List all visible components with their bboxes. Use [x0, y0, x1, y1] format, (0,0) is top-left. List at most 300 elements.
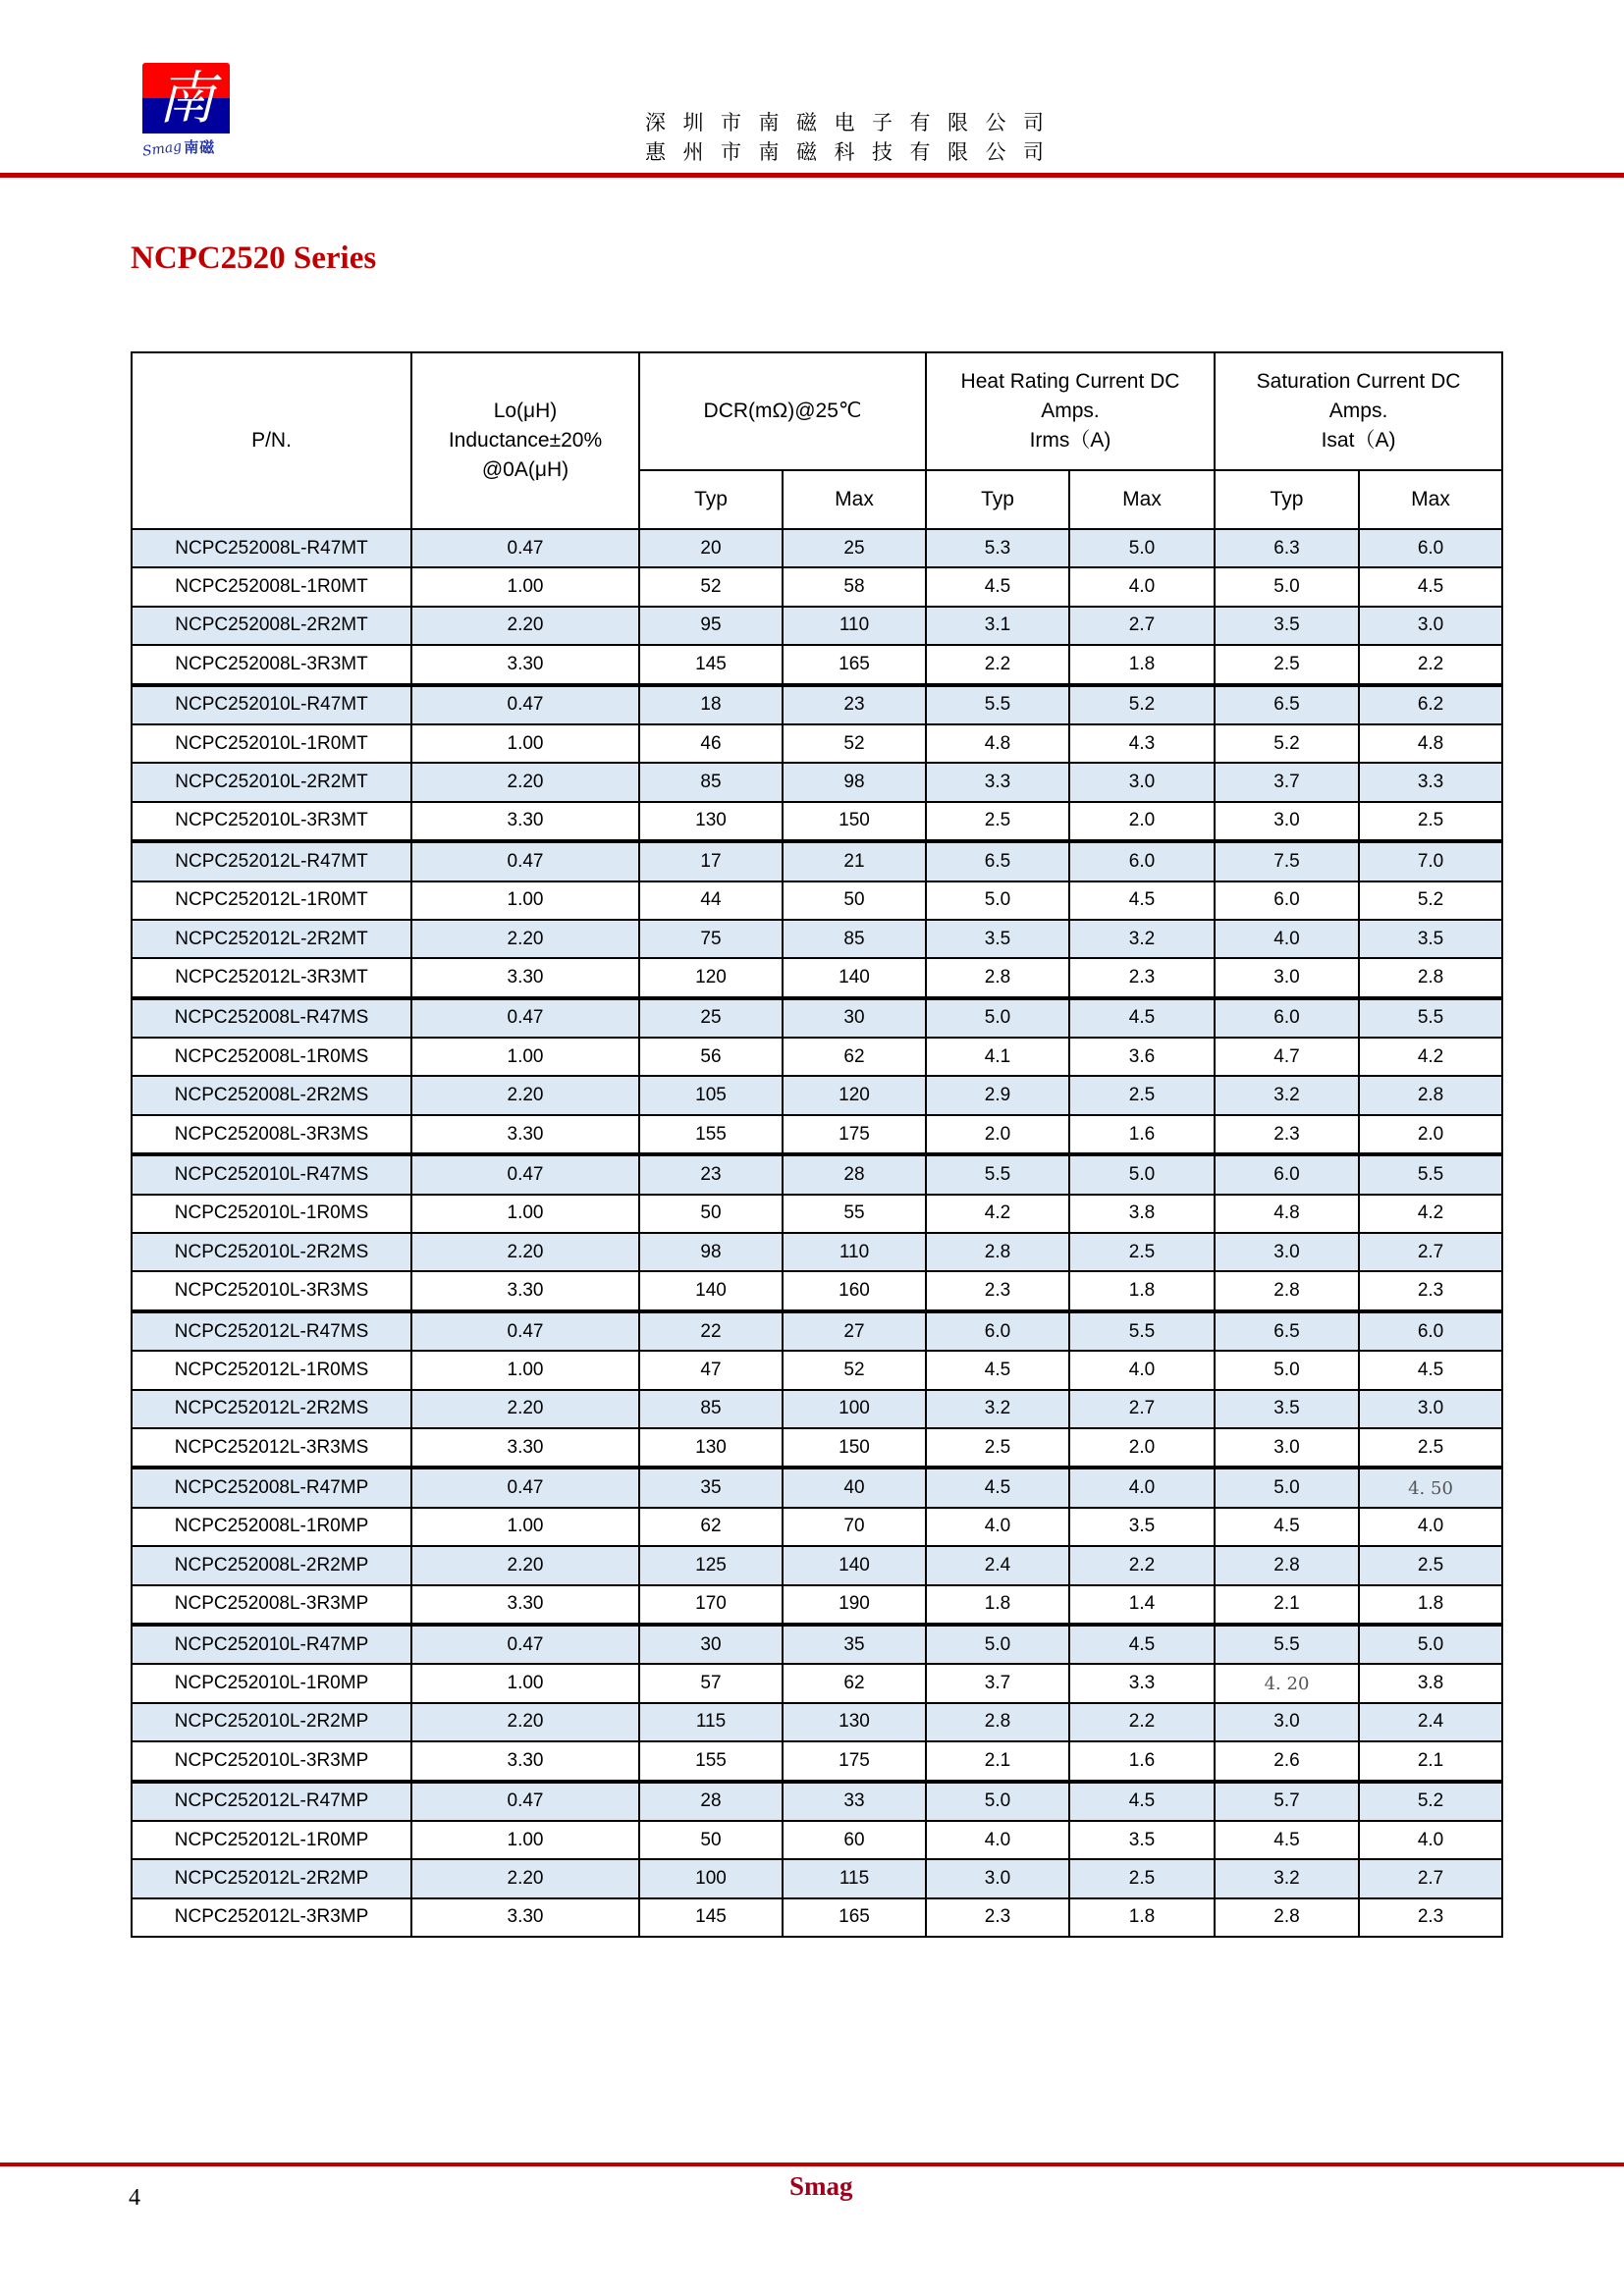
cell-irms-typ: 4.5 [926, 567, 1069, 606]
cell-dcr-typ: 30 [639, 1625, 783, 1664]
cell-dcr-max: 62 [783, 1038, 926, 1076]
footer-rule [0, 2163, 1624, 2166]
logo-mark [142, 63, 230, 133]
cell-isat-typ: 4.0 [1215, 920, 1359, 958]
header-heat-line: Irms（A) [1029, 429, 1111, 452]
cell-irms-max: 2.5 [1069, 1859, 1215, 1897]
cell-part-number: NCPC252012L-2R2MS [132, 1390, 411, 1428]
cell-dcr-max: 115 [783, 1859, 926, 1897]
table-row [132, 998, 1502, 1038]
cell-inductance: 1.00 [411, 1351, 639, 1389]
cell-irms-typ: 6.5 [926, 841, 1069, 881]
cell-irms-max: 2.0 [1069, 1428, 1215, 1468]
cell-part-number: NCPC252010L-3R3MS [132, 1271, 411, 1310]
cell-irms-max: 1.4 [1069, 1585, 1215, 1625]
cell-dcr-max: 110 [783, 1233, 926, 1271]
cell-irms-max: 1.8 [1069, 1271, 1215, 1310]
cell-irms-max: 4.5 [1069, 1625, 1215, 1664]
table-row [132, 645, 1502, 684]
cell-isat-max: 4.5 [1359, 567, 1502, 606]
cell-isat-typ: 3.2 [1215, 1859, 1359, 1897]
cell-inductance: 1.00 [411, 567, 639, 606]
cell-inductance: 2.20 [411, 1390, 639, 1428]
cell-dcr-typ: 95 [639, 607, 783, 645]
cell-irms-max: 2.7 [1069, 607, 1215, 645]
cell-irms-typ: 5.0 [926, 1625, 1069, 1664]
cell-isat-typ: 2.8 [1215, 1898, 1359, 1937]
cell-irms-typ: 3.2 [926, 1390, 1069, 1428]
cell-irms-typ: 3.1 [926, 607, 1069, 645]
cell-isat-max: 6.0 [1359, 1311, 1502, 1351]
header-sat-line: Amps. [1328, 400, 1388, 422]
cell-isat-max: 2.8 [1359, 958, 1502, 997]
cell-isat-max: 2.3 [1359, 1271, 1502, 1310]
cell-dcr-max: 175 [783, 1741, 926, 1781]
cell-isat-typ: 6.0 [1215, 881, 1359, 920]
header-heat-line: Amps. [1041, 400, 1100, 422]
cell-isat-typ: 3.5 [1215, 607, 1359, 645]
cell-dcr-max: 27 [783, 1311, 926, 1351]
cell-isat-max: 6.0 [1359, 529, 1502, 567]
cell-dcr-typ: 20 [639, 529, 783, 567]
header-isat-typ: Typ [1215, 470, 1359, 529]
cell-dcr-max: 55 [783, 1195, 926, 1233]
cell-isat-typ: 3.0 [1215, 958, 1359, 997]
cell-dcr-max: 35 [783, 1625, 926, 1664]
cell-irms-typ: 3.7 [926, 1664, 1069, 1702]
table-row [132, 1154, 1502, 1194]
cell-isat-typ: 5.0 [1215, 1468, 1359, 1507]
cell-inductance: 2.20 [411, 1233, 639, 1271]
cell-part-number: NCPC252008L-2R2MP [132, 1546, 411, 1584]
cell-dcr-typ: 155 [639, 1741, 783, 1781]
cell-dcr-typ: 130 [639, 1428, 783, 1468]
table-row [132, 1546, 1502, 1584]
table-row [132, 567, 1502, 606]
cell-irms-typ: 3.3 [926, 763, 1069, 801]
header-dcr: DCR(mΩ)@25℃ [639, 352, 926, 470]
header-heat-rating [926, 352, 1215, 470]
cell-isat-typ: 2.8 [1215, 1546, 1359, 1584]
cell-dcr-typ: 130 [639, 802, 783, 841]
cell-inductance: 3.30 [411, 958, 639, 997]
cell-isat-typ: 3.0 [1215, 1703, 1359, 1741]
cell-part-number: NCPC252010L-3R3MP [132, 1741, 411, 1781]
cell-isat-typ: 6.5 [1215, 1311, 1359, 1351]
header-dcr-typ: Typ [639, 470, 783, 529]
cell-dcr-typ: 35 [639, 1468, 783, 1507]
cell-dcr-max: 21 [783, 841, 926, 881]
cell-isat-max: 6.2 [1359, 685, 1502, 724]
cell-isat-max: 1.8 [1359, 1585, 1502, 1625]
cell-dcr-typ: 52 [639, 567, 783, 606]
cell-irms-typ: 2.0 [926, 1115, 1069, 1154]
table-row [132, 958, 1502, 997]
cell-dcr-max: 30 [783, 998, 926, 1038]
cell-irms-max: 1.6 [1069, 1741, 1215, 1781]
cell-irms-max: 4.5 [1069, 1782, 1215, 1821]
cell-inductance: 3.30 [411, 802, 639, 841]
cell-irms-max: 5.0 [1069, 529, 1215, 567]
cell-irms-typ: 2.9 [926, 1076, 1069, 1114]
table-row [132, 1741, 1502, 1781]
cell-dcr-typ: 50 [639, 1195, 783, 1233]
cell-inductance: 2.20 [411, 1076, 639, 1114]
cell-irms-max: 4.3 [1069, 724, 1215, 763]
header-heat-line: Heat Rating Current DC [960, 370, 1180, 393]
cell-isat-max: 3.8 [1359, 1664, 1502, 1702]
table-row [132, 607, 1502, 645]
cell-irms-typ: 2.2 [926, 645, 1069, 684]
cell-inductance: 1.00 [411, 1038, 639, 1076]
cell-irms-typ: 3.0 [926, 1859, 1069, 1897]
header-rule [0, 173, 1624, 178]
cell-inductance: 1.00 [411, 1821, 639, 1859]
cell-dcr-typ: 57 [639, 1664, 783, 1702]
table-row [132, 1782, 1502, 1821]
cell-irms-typ: 2.8 [926, 1233, 1069, 1271]
cell-dcr-max: 58 [783, 567, 926, 606]
cell-isat-typ: 5.7 [1215, 1782, 1359, 1821]
cell-inductance: 3.30 [411, 1741, 639, 1781]
table-row [132, 1859, 1502, 1897]
cell-part-number: NCPC252010L-R47MP [132, 1625, 411, 1664]
cell-irms-typ: 4.5 [926, 1351, 1069, 1389]
cell-irms-typ: 2.8 [926, 1703, 1069, 1741]
cell-part-number: NCPC252012L-3R3MT [132, 958, 411, 997]
cell-irms-max: 1.8 [1069, 1898, 1215, 1937]
cell-part-number: NCPC252008L-3R3MP [132, 1585, 411, 1625]
cell-dcr-max: 98 [783, 763, 926, 801]
cell-dcr-typ: 17 [639, 841, 783, 881]
footer-brand: Smag [789, 2171, 853, 2201]
cell-part-number: NCPC252012L-2R2MT [132, 920, 411, 958]
spec-table-body [132, 529, 1502, 1937]
cell-irms-max: 2.0 [1069, 802, 1215, 841]
cell-irms-typ: 2.4 [926, 1546, 1069, 1584]
cell-dcr-typ: 145 [639, 645, 783, 684]
table-row [132, 763, 1502, 801]
cell-part-number: NCPC252010L-1R0MP [132, 1664, 411, 1702]
cell-part-number: NCPC252012L-1R0MT [132, 881, 411, 920]
cell-dcr-typ: 62 [639, 1508, 783, 1546]
table-row [132, 1351, 1502, 1389]
cell-dcr-typ: 47 [639, 1351, 783, 1389]
cell-inductance: 2.20 [411, 920, 639, 958]
cell-irms-max: 2.2 [1069, 1546, 1215, 1584]
cell-part-number: NCPC252010L-3R3MT [132, 802, 411, 841]
header-sat-line: Saturation Current DC [1256, 370, 1461, 393]
table-row [132, 1038, 1502, 1076]
cell-part-number: NCPC252008L-2R2MT [132, 607, 411, 645]
table-row [132, 920, 1502, 958]
cell-irms-typ: 2.8 [926, 958, 1069, 997]
cell-inductance: 0.47 [411, 841, 639, 881]
cell-part-number: NCPC252008L-R47MP [132, 1468, 411, 1507]
company-logo [141, 63, 230, 160]
cell-dcr-max: 160 [783, 1271, 926, 1310]
cell-part-number: NCPC252012L-R47MT [132, 841, 411, 881]
cell-part-number: NCPC252010L-R47MS [132, 1154, 411, 1194]
cell-irms-max: 4.0 [1069, 1468, 1215, 1507]
cell-isat-max: 2.8 [1359, 1076, 1502, 1114]
cell-isat-max: 2.5 [1359, 1428, 1502, 1468]
cell-inductance: 3.30 [411, 1271, 639, 1310]
cell-dcr-max: 110 [783, 607, 926, 645]
table-row [132, 1508, 1502, 1546]
cell-inductance: 2.20 [411, 607, 639, 645]
cell-inductance: 1.00 [411, 1195, 639, 1233]
cell-dcr-typ: 85 [639, 763, 783, 801]
cell-irms-typ: 2.3 [926, 1898, 1069, 1937]
cell-isat-typ: 5.5 [1215, 1625, 1359, 1664]
cell-inductance: 2.20 [411, 763, 639, 801]
company-name-huizhou: 惠州市南磁科技有限公司 [645, 140, 1061, 164]
cell-irms-max: 5.2 [1069, 685, 1215, 724]
cell-inductance: 0.47 [411, 1468, 639, 1507]
cell-dcr-typ: 120 [639, 958, 783, 997]
cell-inductance: 2.20 [411, 1703, 639, 1741]
cell-inductance: 3.30 [411, 645, 639, 684]
cell-irms-max: 3.5 [1069, 1821, 1215, 1859]
cell-dcr-max: 60 [783, 1821, 926, 1859]
cell-dcr-max: 28 [783, 1154, 926, 1194]
cell-part-number: NCPC252008L-2R2MS [132, 1076, 411, 1114]
cell-isat-typ: 4.5 [1215, 1821, 1359, 1859]
cell-isat-typ: 4.5 [1215, 1508, 1359, 1546]
cell-isat-typ: 4. 20 [1215, 1664, 1359, 1702]
cell-part-number: NCPC252012L-3R3MS [132, 1428, 411, 1468]
cell-part-number: NCPC252010L-2R2MS [132, 1233, 411, 1271]
cell-dcr-max: 150 [783, 1428, 926, 1468]
cell-isat-max: 4.0 [1359, 1821, 1502, 1859]
logo-cn-text: 南磁 [184, 139, 216, 156]
header-sat-line: Isat（A) [1321, 429, 1396, 452]
table-row [132, 1625, 1502, 1664]
cell-part-number: NCPC252012L-3R3MP [132, 1898, 411, 1937]
company-name-shenzhen: 深圳市南磁电子有限公司 [645, 111, 1061, 134]
cell-irms-typ: 4.1 [926, 1038, 1069, 1076]
spec-table [131, 351, 1503, 1938]
cell-isat-max: 3.0 [1359, 1390, 1502, 1428]
cell-inductance: 0.47 [411, 1625, 639, 1664]
company-names [645, 108, 1061, 167]
cell-isat-typ: 2.3 [1215, 1115, 1359, 1154]
cell-dcr-max: 33 [783, 1782, 926, 1821]
cell-isat-typ: 6.3 [1215, 529, 1359, 567]
cell-dcr-max: 100 [783, 1390, 926, 1428]
cell-part-number: NCPC252010L-2R2MT [132, 763, 411, 801]
cell-irms-typ: 4.8 [926, 724, 1069, 763]
cell-irms-max: 3.6 [1069, 1038, 1215, 1076]
cell-dcr-typ: 22 [639, 1311, 783, 1351]
cell-inductance: 3.30 [411, 1428, 639, 1468]
table-row [132, 1703, 1502, 1741]
cell-dcr-typ: 170 [639, 1585, 783, 1625]
logo-caption [141, 136, 230, 160]
cell-isat-max: 2.4 [1359, 1703, 1502, 1741]
cell-irms-typ: 4.0 [926, 1821, 1069, 1859]
cell-inductance: 2.20 [411, 1546, 639, 1584]
cell-dcr-typ: 25 [639, 998, 783, 1038]
cell-irms-max: 3.0 [1069, 763, 1215, 801]
cell-dcr-max: 25 [783, 529, 926, 567]
cell-dcr-typ: 98 [639, 1233, 783, 1271]
logo-glyph: 南 [157, 65, 215, 132]
table-row [132, 1468, 1502, 1507]
cell-isat-typ: 4.8 [1215, 1195, 1359, 1233]
cell-isat-max: 4.2 [1359, 1038, 1502, 1076]
header-inductance [411, 352, 639, 529]
header-inductance-line: Inductance±20% [448, 429, 603, 452]
cell-inductance: 0.47 [411, 529, 639, 567]
table-row [132, 1664, 1502, 1702]
cell-irms-typ: 5.3 [926, 529, 1069, 567]
cell-isat-max: 3.3 [1359, 763, 1502, 801]
cell-part-number: NCPC252010L-R47MT [132, 685, 411, 724]
cell-inductance: 0.47 [411, 1154, 639, 1194]
table-row [132, 1390, 1502, 1428]
table-row [132, 841, 1502, 881]
cell-irms-max: 4.5 [1069, 998, 1215, 1038]
cell-dcr-max: 190 [783, 1585, 926, 1625]
cell-dcr-typ: 28 [639, 1782, 783, 1821]
cell-part-number: NCPC252012L-2R2MP [132, 1859, 411, 1897]
cell-dcr-max: 23 [783, 685, 926, 724]
cell-irms-max: 5.5 [1069, 1311, 1215, 1351]
cell-isat-max: 2.7 [1359, 1859, 1502, 1897]
logo-script-text: Smag [141, 138, 184, 160]
cell-dcr-typ: 100 [639, 1859, 783, 1897]
cell-isat-max: 5.2 [1359, 881, 1502, 920]
cell-part-number: NCPC252012L-1R0MS [132, 1351, 411, 1389]
cell-isat-max: 3.0 [1359, 607, 1502, 645]
header-inductance-line: Lo(μH) [493, 400, 558, 422]
cell-isat-max: 5.0 [1359, 1625, 1502, 1664]
table-row [132, 685, 1502, 724]
cell-inductance: 1.00 [411, 881, 639, 920]
cell-isat-max: 5.5 [1359, 1154, 1502, 1194]
cell-dcr-max: 62 [783, 1664, 926, 1702]
cell-dcr-max: 50 [783, 881, 926, 920]
cell-inductance: 3.30 [411, 1898, 639, 1937]
cell-dcr-typ: 125 [639, 1546, 783, 1584]
cell-dcr-max: 52 [783, 724, 926, 763]
header-isat-max: Max [1359, 470, 1502, 529]
cell-dcr-typ: 18 [639, 685, 783, 724]
cell-isat-typ: 2.8 [1215, 1271, 1359, 1310]
cell-isat-max: 2.1 [1359, 1741, 1502, 1781]
cell-isat-max: 4.8 [1359, 724, 1502, 763]
cell-isat-max: 2.5 [1359, 802, 1502, 841]
page-number: 4 [129, 2185, 140, 2211]
cell-isat-typ: 6.0 [1215, 1154, 1359, 1194]
cell-part-number: NCPC252010L-1R0MS [132, 1195, 411, 1233]
cell-irms-max: 2.5 [1069, 1233, 1215, 1271]
cell-isat-max: 2.7 [1359, 1233, 1502, 1271]
cell-isat-max: 7.0 [1359, 841, 1502, 881]
cell-irms-max: 3.5 [1069, 1508, 1215, 1546]
cell-dcr-typ: 155 [639, 1115, 783, 1154]
cell-irms-typ: 6.0 [926, 1311, 1069, 1351]
cell-dcr-typ: 115 [639, 1703, 783, 1741]
table-row [132, 1585, 1502, 1625]
cell-irms-max: 2.5 [1069, 1076, 1215, 1114]
cell-isat-max: 4.2 [1359, 1195, 1502, 1233]
table-row [132, 1428, 1502, 1468]
cell-part-number: NCPC252012L-R47MS [132, 1311, 411, 1351]
table-row [132, 1233, 1502, 1271]
header-irms-typ: Typ [926, 470, 1069, 529]
cell-dcr-max: 85 [783, 920, 926, 958]
cell-dcr-max: 40 [783, 1468, 926, 1507]
cell-irms-typ: 3.5 [926, 920, 1069, 958]
cell-inductance: 0.47 [411, 1311, 639, 1351]
cell-irms-max: 4.0 [1069, 567, 1215, 606]
table-row [132, 1271, 1502, 1310]
cell-dcr-max: 52 [783, 1351, 926, 1389]
cell-irms-max: 1.6 [1069, 1115, 1215, 1154]
cell-irms-typ: 1.8 [926, 1585, 1069, 1625]
table-row [132, 1115, 1502, 1154]
cell-part-number: NCPC252010L-1R0MT [132, 724, 411, 763]
cell-irms-typ: 4.0 [926, 1508, 1069, 1546]
cell-irms-max: 2.3 [1069, 958, 1215, 997]
cell-isat-typ: 6.5 [1215, 685, 1359, 724]
cell-isat-max: 2.5 [1359, 1546, 1502, 1584]
cell-irms-typ: 5.0 [926, 881, 1069, 920]
cell-irms-max: 3.8 [1069, 1195, 1215, 1233]
cell-irms-typ: 2.5 [926, 1428, 1069, 1468]
cell-isat-max: 4. 50 [1359, 1468, 1502, 1507]
table-row [132, 1311, 1502, 1351]
cell-dcr-max: 70 [783, 1508, 926, 1546]
header-saturation [1215, 352, 1502, 470]
cell-irms-max: 4.0 [1069, 1351, 1215, 1389]
cell-dcr-typ: 56 [639, 1038, 783, 1076]
table-row [132, 881, 1502, 920]
table-row [132, 1076, 1502, 1114]
table-row [132, 1821, 1502, 1859]
cell-dcr-typ: 46 [639, 724, 783, 763]
cell-part-number: NCPC252012L-R47MP [132, 1782, 411, 1821]
cell-isat-typ: 2.1 [1215, 1585, 1359, 1625]
cell-isat-typ: 2.6 [1215, 1741, 1359, 1781]
cell-part-number: NCPC252008L-R47MS [132, 998, 411, 1038]
cell-irms-max: 4.5 [1069, 881, 1215, 920]
table-row [132, 724, 1502, 763]
cell-dcr-max: 130 [783, 1703, 926, 1741]
cell-isat-max: 2.0 [1359, 1115, 1502, 1154]
header-inductance-line: @0A(μH) [481, 458, 569, 481]
cell-isat-typ: 5.2 [1215, 724, 1359, 763]
cell-irms-typ: 5.0 [926, 1782, 1069, 1821]
cell-inductance: 0.47 [411, 998, 639, 1038]
cell-isat-typ: 5.0 [1215, 1351, 1359, 1389]
cell-irms-max: 1.8 [1069, 645, 1215, 684]
table-row [132, 1195, 1502, 1233]
cell-part-number: NCPC252010L-2R2MP [132, 1703, 411, 1741]
cell-irms-max: 5.0 [1069, 1154, 1215, 1194]
cell-inductance: 1.00 [411, 1508, 639, 1546]
cell-isat-max: 5.5 [1359, 998, 1502, 1038]
cell-part-number: NCPC252008L-3R3MT [132, 645, 411, 684]
cell-isat-typ: 4.7 [1215, 1038, 1359, 1076]
cell-irms-max: 2.2 [1069, 1703, 1215, 1741]
cell-part-number: NCPC252008L-3R3MS [132, 1115, 411, 1154]
cell-isat-typ: 6.0 [1215, 998, 1359, 1038]
cell-dcr-max: 165 [783, 645, 926, 684]
